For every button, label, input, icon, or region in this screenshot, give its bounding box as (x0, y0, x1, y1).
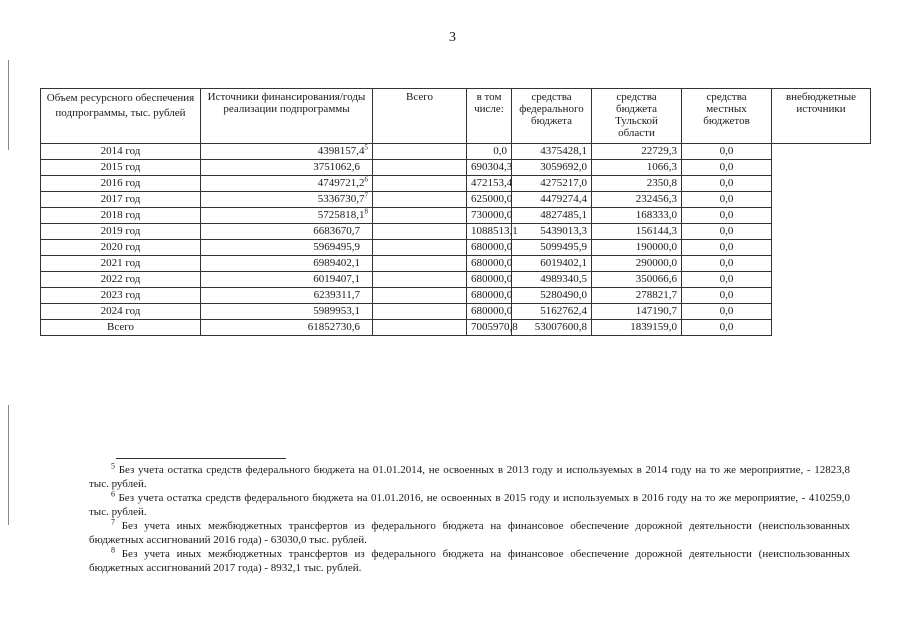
footnote-mark: 6 (111, 489, 115, 499)
cell-including (373, 272, 467, 288)
cell-local-value: 190000,0 (635, 241, 677, 253)
cell-offbudget (682, 256, 772, 272)
cell-year-value: 2016 год (100, 177, 141, 189)
cell-year-value: 2019 год (100, 225, 141, 237)
cell-federal-value: 680000,0 (471, 273, 513, 285)
cell-total-value: 6989402,1 (313, 257, 360, 269)
header-sources: Источники финансирования/годы реализации подпрограммы (201, 89, 373, 144)
cell-regional-value: 4479274,4 (540, 193, 587, 205)
cell-offbudget-value: 0,0 (719, 161, 734, 173)
cell-offbudget-value: 0,0 (719, 305, 734, 317)
cell-federal (467, 320, 518, 336)
cell-offbudget (682, 240, 772, 256)
cell-federal-value: 1088513,1 (471, 225, 518, 237)
cell-federal-value: 680000,0 (471, 257, 513, 269)
cell-year (41, 208, 201, 224)
cell-total-value: 3751062,6 (313, 161, 360, 173)
cell-regional-value: 5099495,9 (540, 241, 587, 253)
table-row (41, 192, 871, 208)
cell-federal-value: 680000,0 (471, 305, 513, 317)
cell-local (592, 192, 682, 208)
cell-local (592, 288, 682, 304)
cell-including (373, 224, 467, 240)
cell-year (41, 176, 201, 192)
cell-federal-value: 7005970,8 (471, 321, 518, 333)
cell-total-value: 6019407,1 (313, 273, 360, 285)
table-row (41, 160, 871, 176)
cell-regional (512, 272, 592, 288)
cell-local (592, 176, 682, 192)
cell-federal (467, 192, 512, 208)
cell-offbudget-value: 0,0 (719, 225, 734, 237)
cell-federal-value: 680000,0 (471, 241, 513, 253)
cell-offbudget (682, 320, 772, 336)
table-body (41, 144, 871, 336)
cell-offbudget (682, 160, 772, 176)
cell-total (201, 160, 373, 176)
cell-local-value: 147190,7 (635, 305, 677, 317)
table-row (41, 144, 871, 160)
cell-year-value: 2020 год (100, 241, 141, 253)
footnote-ref: 6 (364, 175, 368, 184)
cell-federal (467, 272, 512, 288)
cell-offbudget-value: 0,0 (719, 209, 734, 221)
cell-year (41, 320, 201, 336)
cell-regional-value: 4827485,1 (540, 209, 587, 221)
cell-offbudget-value: 0,0 (719, 257, 734, 269)
cell-regional-value: 4989340,5 (540, 273, 587, 285)
margin-mark-bottom (8, 405, 9, 525)
cell-total-value: 5336730,7 (317, 193, 365, 205)
cell-total (201, 320, 373, 336)
cell-year (41, 256, 201, 272)
footnote-ref: 8 (364, 207, 368, 216)
cell-regional-value: 5280490,0 (540, 289, 587, 301)
margin-mark-top (8, 60, 9, 150)
header-offbudget: внебюджетные источники (772, 89, 871, 144)
cell-federal (467, 256, 512, 272)
footnote-mark: 5 (111, 461, 115, 471)
footnote-text: Без учета остатка средств федерального бюджета на 01.01.2016, не освоенных в 2015 году и используемых в 2016 году на то же мероприятие, - 410259,0 тыс. рублей. (89, 492, 850, 518)
cell-regional-value: 4275217,0 (540, 177, 587, 189)
table-header-row (41, 89, 871, 144)
table-row (41, 240, 871, 256)
cell-offbudget (682, 288, 772, 304)
cell-regional (512, 224, 592, 240)
cell-regional-value: 53007600,8 (534, 321, 587, 333)
page-number: 3 (449, 30, 456, 45)
footnote-list (89, 463, 850, 575)
cell-total (201, 208, 373, 224)
cell-offbudget (682, 272, 772, 288)
cell-year (41, 240, 201, 256)
footnote-ref: 7 (364, 191, 368, 200)
footnote-text: Без учета иных межбюджетных трансфертов из федерального бюджета на финансовое обеспечение дорожной деятельности (неиспользованных бюджетных ассигнований 2017 года) - 8932,1 тыс. рублей. (89, 548, 850, 574)
footnote-ref: 5 (364, 143, 368, 152)
footnote (89, 491, 850, 519)
cell-federal (467, 160, 512, 176)
footnote (89, 519, 850, 547)
header-local: средства местных бюджетов (682, 89, 772, 144)
cell-year-value: Всего (107, 321, 134, 333)
table-row (41, 288, 871, 304)
cell-year (41, 192, 201, 208)
cell-offbudget (682, 224, 772, 240)
cell-including (373, 256, 467, 272)
cell-total (201, 240, 373, 256)
cell-local-value: 2350,8 (646, 177, 677, 189)
cell-including (373, 192, 467, 208)
header-federal: средства федерального бюджета (512, 89, 592, 144)
cell-total (201, 288, 373, 304)
footnote-text: Без учета остатка средств федерального бюджета на 01.01.2014, не освоенных в 2013 году и используемых в 2014 году на то же мероприятие, - 12823,8 тыс. рублей. (89, 464, 850, 490)
cell-including (373, 144, 467, 160)
cell-including (373, 304, 467, 320)
footnote-mark: 7 (111, 517, 115, 527)
cell-regional-value: 6019402,1 (540, 257, 587, 269)
cell-federal-value: 690304,3 (471, 161, 513, 173)
cell-year (41, 160, 201, 176)
cell-total-value: 4749721,2 (317, 177, 365, 189)
cell-including (373, 176, 467, 192)
cell-year (41, 224, 201, 240)
footnote-rule (116, 458, 286, 459)
cell-local (592, 272, 682, 288)
cell-regional (512, 320, 592, 336)
cell-federal (467, 240, 512, 256)
cell-offbudget (682, 144, 772, 160)
cell-total-value: 6239311,7 (313, 289, 360, 301)
cell-regional-value: 5439013,3 (540, 225, 587, 237)
footnotes (89, 458, 850, 575)
cell-regional (512, 256, 592, 272)
cell-local-value: 350066,6 (635, 273, 677, 285)
cell-regional (512, 288, 592, 304)
cell-offbudget-value: 0,0 (719, 273, 734, 285)
cell-year (41, 272, 201, 288)
cell-local-value: 1066,3 (646, 161, 677, 173)
header-total: Всего (373, 89, 467, 144)
cell-total (201, 192, 373, 208)
cell-total (201, 304, 373, 320)
table-row (41, 224, 871, 240)
cell-local-value: 232456,3 (635, 193, 677, 205)
footnote-mark: 8 (111, 545, 115, 555)
cell-total (201, 144, 373, 160)
cell-year-value: 2014 год (100, 145, 141, 157)
cell-total-value: 61852730,6 (307, 321, 360, 333)
cell-total-value: 5969495,9 (313, 241, 360, 253)
cell-federal (467, 208, 512, 224)
cell-local-value: 290000,0 (635, 257, 677, 269)
cell-local (592, 240, 682, 256)
cell-total-value: 5725818,1 (317, 209, 365, 221)
cell-local (592, 256, 682, 272)
cell-year-value: 2023 год (100, 289, 141, 301)
header-regional: средства бюджета Тульской области (592, 89, 682, 144)
funding-table-wrapper (40, 88, 870, 336)
cell-federal-value: 680000,0 (471, 289, 513, 301)
footnote-text: Без учета иных межбюджетных трансфертов из федерального бюджета на финансовое обеспечение дорожной деятельности (неиспользованных бюджетных ассигнований 2016 года) - 63030,0 тыс. рублей. (89, 520, 850, 546)
cell-including (373, 208, 467, 224)
cell-regional-value: 3059692,0 (540, 161, 587, 173)
cell-federal-value: 0,0 (493, 145, 507, 157)
cell-federal-value: 730000,0 (471, 209, 513, 221)
cell-offbudget-value: 0,0 (719, 241, 734, 253)
cell-including (373, 320, 467, 336)
cell-total (201, 272, 373, 288)
cell-total (201, 176, 373, 192)
cell-local (592, 144, 682, 160)
cell-total-value: 6683670,7 (313, 225, 360, 237)
cell-regional (512, 160, 592, 176)
cell-federal (467, 288, 512, 304)
funding-table (40, 88, 871, 336)
cell-regional (512, 240, 592, 256)
cell-local-value: 22729,3 (641, 145, 677, 157)
cell-including (373, 240, 467, 256)
cell-total-value: 4398157,4 (317, 145, 365, 157)
footnote (89, 547, 850, 575)
cell-local (592, 224, 682, 240)
cell-including (373, 160, 467, 176)
cell-regional (512, 144, 592, 160)
cell-year-value: 2022 год (100, 273, 141, 285)
cell-federal (467, 224, 518, 240)
cell-year (41, 288, 201, 304)
cell-year-value: 2015 год (100, 161, 141, 173)
cell-year (41, 144, 201, 160)
table-row (41, 176, 871, 192)
table-row (41, 320, 871, 336)
cell-offbudget (682, 192, 772, 208)
cell-local-value: 278821,7 (635, 289, 677, 301)
table-row (41, 256, 871, 272)
cell-regional (512, 192, 592, 208)
cell-offbudget (682, 304, 772, 320)
cell-year-value: 2021 год (100, 257, 141, 269)
cell-year-value: 2017 год (100, 193, 141, 205)
cell-regional (512, 208, 592, 224)
cell-including (373, 288, 467, 304)
cell-local (592, 320, 682, 336)
cell-offbudget-value: 0,0 (719, 193, 734, 205)
cell-federal (467, 176, 512, 192)
cell-local-value: 168333,0 (635, 209, 677, 221)
cell-offbudget-value: 0,0 (719, 289, 734, 301)
cell-offbudget (682, 176, 772, 192)
cell-local (592, 160, 682, 176)
cell-federal-value: 472153,4 (471, 177, 513, 189)
header-including: в том числе: (467, 89, 512, 144)
cell-regional (512, 176, 592, 192)
cell-local-value: 1839159,0 (630, 321, 677, 333)
table-row-label: Объем ресурсного обеспечения подпрограммы, тыс. рублей (41, 89, 201, 144)
cell-local (592, 208, 682, 224)
cell-offbudget (682, 208, 772, 224)
cell-local (592, 304, 682, 320)
cell-regional-value: 5162762,4 (540, 305, 587, 317)
footnote (89, 463, 850, 491)
cell-total (201, 256, 373, 272)
cell-total (201, 224, 373, 240)
cell-offbudget-value: 0,0 (719, 145, 734, 157)
cell-year-value: 2024 год (100, 305, 141, 317)
cell-regional-value: 4375428,1 (540, 145, 587, 157)
cell-local-value: 156144,3 (635, 225, 677, 237)
cell-federal (467, 304, 512, 320)
cell-total-value: 5989953,1 (313, 305, 360, 317)
cell-offbudget-value: 0,0 (719, 177, 734, 189)
cell-federal-value: 625000,0 (471, 193, 513, 205)
table-row (41, 272, 871, 288)
table-row (41, 304, 871, 320)
table-row (41, 208, 871, 224)
cell-year (41, 304, 201, 320)
cell-year-value: 2018 год (100, 209, 141, 221)
cell-regional (512, 304, 592, 320)
cell-offbudget-value: 0,0 (719, 321, 734, 333)
cell-federal (467, 144, 512, 160)
